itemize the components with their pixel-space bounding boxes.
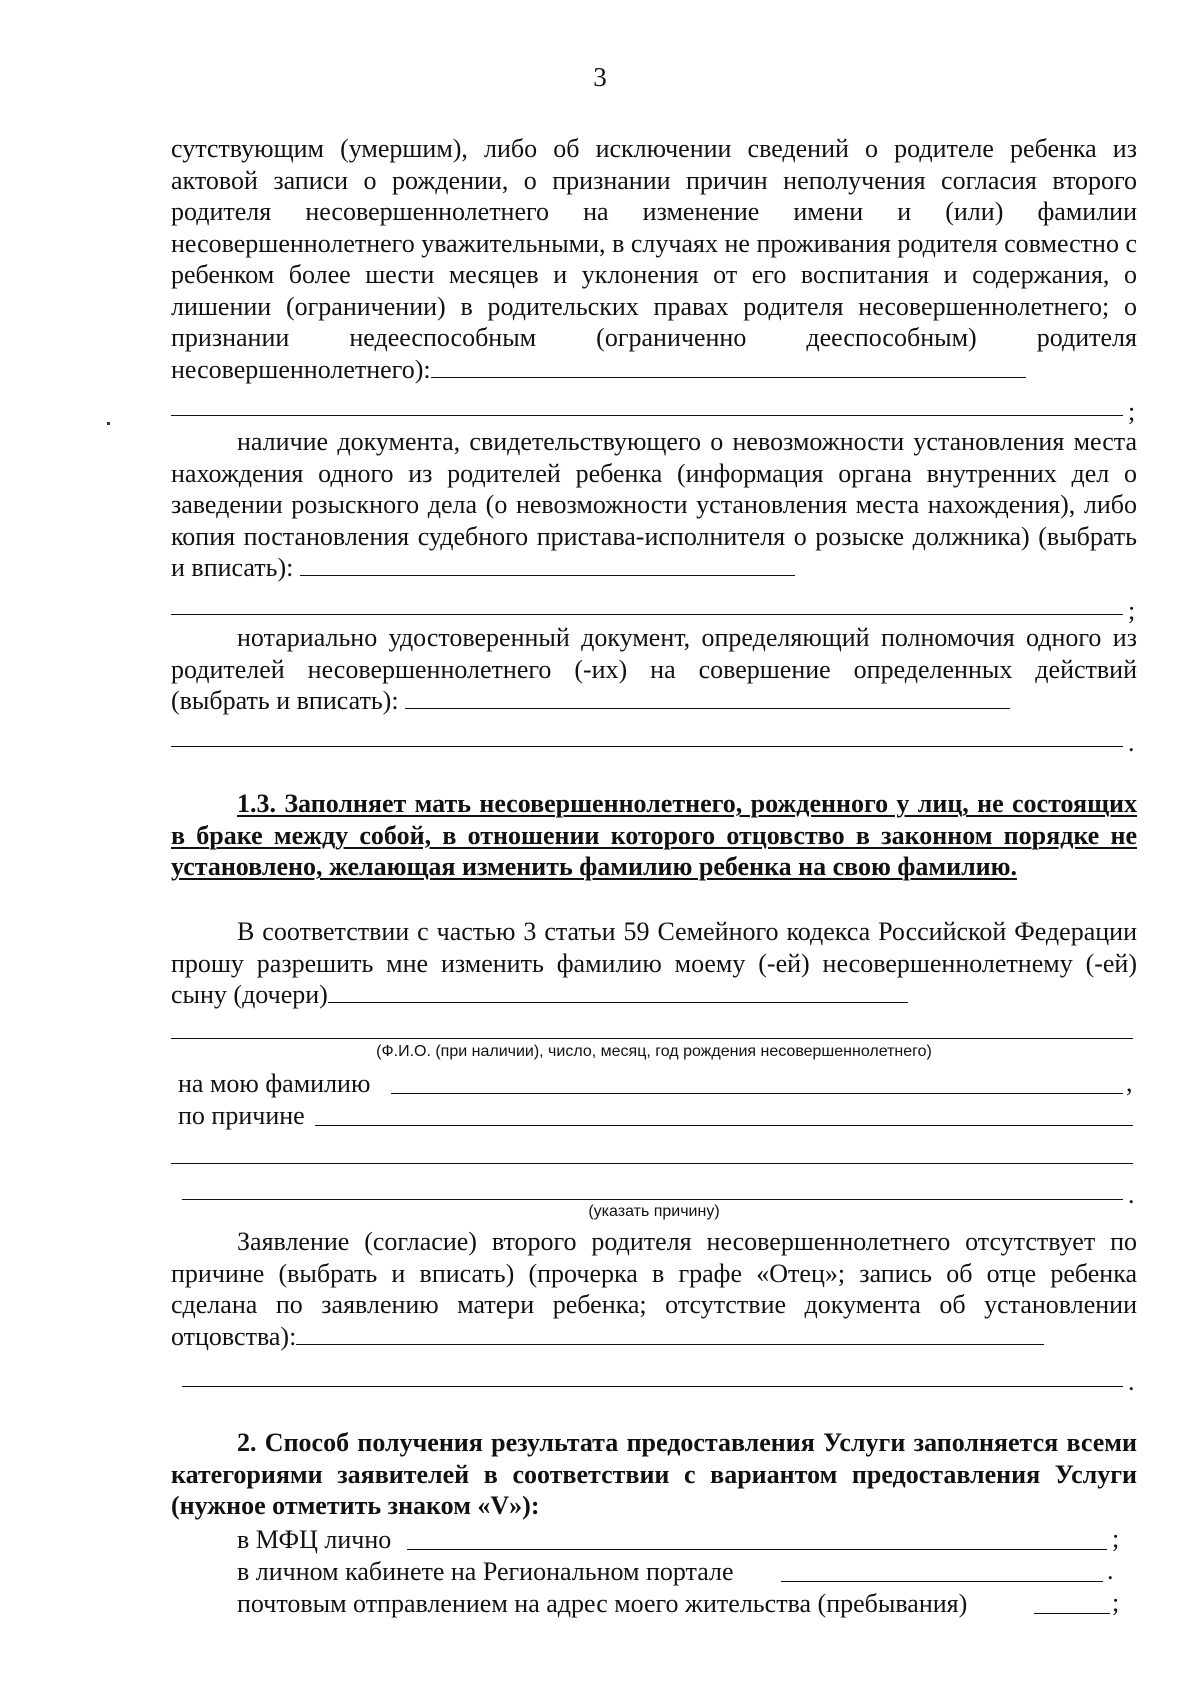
search-document-fill-line-2[interactable] bbox=[171, 614, 1123, 615]
search-document-text: наличие документа, свидетельствующего о невозможности установления места нахождения одного из родителей ребенка (информация органа внутренних дел о заведении розыскного дела (о невозможности установления места нахождения), либо копия постановления судебного пристава-исполнителя о розыске должника) (выбрать и вписать): bbox=[171, 427, 1137, 582]
intro-text: сутствующим (умершим), либо об исключении сведений о родителе ребенка из актовой записи о рождении, о признании причин неполучения согласия второго родителя несовершеннолетнего на изменение имени и (или) фамилии несовершеннолетнего уважительными, в случаях не проживания родителя совместно с ребенком более шести месяцев и уклонения от его воспитания и содержания, о лишении (ограничении) в родительских правах родителя несовершеннолетнего; о признании недееспособным (ограниченно дееспособным) родителя несовершеннолетнего): bbox=[171, 134, 1137, 384]
reason-period: . bbox=[1128, 1180, 1135, 1209]
option-mail-mark-line[interactable] bbox=[1034, 1613, 1110, 1614]
section-2-heading: 2. Способ получения результата предоставления Услуги заполняется всеми категориями заявителей в соответствии с вариантом предоставления Услуги (нужное отметить знаком «V»): bbox=[171, 1428, 1137, 1520]
notary-document-paragraph bbox=[171, 622, 1137, 717]
second-parent-fill-line-2[interactable] bbox=[182, 1386, 1123, 1387]
option-portal-label: в личном кабинете на Региональном портале bbox=[237, 1557, 734, 1586]
intro-fill-line-2[interactable] bbox=[171, 415, 1123, 416]
margin-mark bbox=[107, 422, 110, 425]
notary-document-period: . bbox=[1128, 728, 1135, 757]
intro-paragraph bbox=[171, 133, 1137, 385]
option-mfc-label: в МФЦ лично bbox=[237, 1525, 392, 1554]
notary-document-text: нотариально удостоверенный документ, определяющий полномочия одного из родителей несовершеннолетнего (-их) на совершение определенных действий (выбрать и вписать): bbox=[171, 623, 1137, 715]
intro-fill-line[interactable] bbox=[431, 355, 1026, 378]
page-number: 3 bbox=[593, 62, 607, 92]
reason-fill-line-2[interactable] bbox=[171, 1163, 1133, 1164]
second-parent-text: Заявление (согласие) второго родителя несовершеннолетнего отсутствует по причине (выбрать и вписать) (прочерка в графе «Отец»; запись об отце ребенка сделана по заявлению матери ребенка; отсутствие документа об установлении отцовства): bbox=[171, 1227, 1137, 1351]
my-surname-fill-line[interactable] bbox=[391, 1093, 1123, 1094]
search-document-fill-line[interactable] bbox=[300, 553, 795, 576]
notary-document-fill-line-2[interactable] bbox=[171, 746, 1123, 747]
option-mail-label: почтовым отправлением на адрес моего жительства (пребывания) bbox=[237, 1589, 968, 1618]
section-1-3-heading: 1.3. Заполняет мать несовершеннолетнего, рожденного у лиц, не состоящих в браке между собой, в отношении которого отцовство в законном порядке не установлено, желающая изменить фамилию ребенка на свою фамилию. bbox=[171, 789, 1137, 881]
reason-label: по причине bbox=[178, 1101, 305, 1130]
search-document-semicolon: ; bbox=[1128, 596, 1136, 625]
child-name-fill-line-2[interactable] bbox=[171, 1038, 1133, 1039]
my-surname-label: на мою фамилию bbox=[178, 1069, 371, 1098]
my-surname-comma: , bbox=[1126, 1068, 1133, 1097]
fio-caption: (Ф.И.О. (при наличии), число, месяц, год рождения несовершеннолетнего) bbox=[376, 1043, 932, 1060]
option-mail-end: ; bbox=[1112, 1588, 1120, 1617]
reason-fill-line[interactable] bbox=[315, 1125, 1133, 1126]
option-mfc-end: ; bbox=[1112, 1524, 1120, 1553]
reason-caption: (указать причину) bbox=[588, 1203, 720, 1220]
intro-semicolon: ; bbox=[1128, 397, 1136, 426]
option-portal-mark-line[interactable] bbox=[781, 1581, 1103, 1582]
second-parent-paragraph bbox=[171, 1226, 1137, 1352]
search-document-paragraph bbox=[171, 426, 1137, 584]
second-parent-period: . bbox=[1128, 1367, 1135, 1396]
option-portal-end: . bbox=[1107, 1556, 1114, 1585]
reason-fill-line-3[interactable] bbox=[182, 1199, 1123, 1200]
notary-document-fill-line[interactable] bbox=[405, 686, 1010, 709]
option-mfc-mark-line[interactable] bbox=[407, 1549, 1107, 1550]
section-1-3-text: В соответствии с частью 3 статьи 59 Семейного кодекса Российской Федерации прошу разрешить мне изменить фамилию моему (-ей) несовершеннолетнему (-ей) сыну (дочери) bbox=[171, 917, 1137, 1009]
child-name-fill-line[interactable] bbox=[328, 980, 908, 1003]
section-1-3-paragraph bbox=[171, 916, 1137, 1011]
second-parent-fill-line[interactable] bbox=[296, 1322, 1044, 1345]
